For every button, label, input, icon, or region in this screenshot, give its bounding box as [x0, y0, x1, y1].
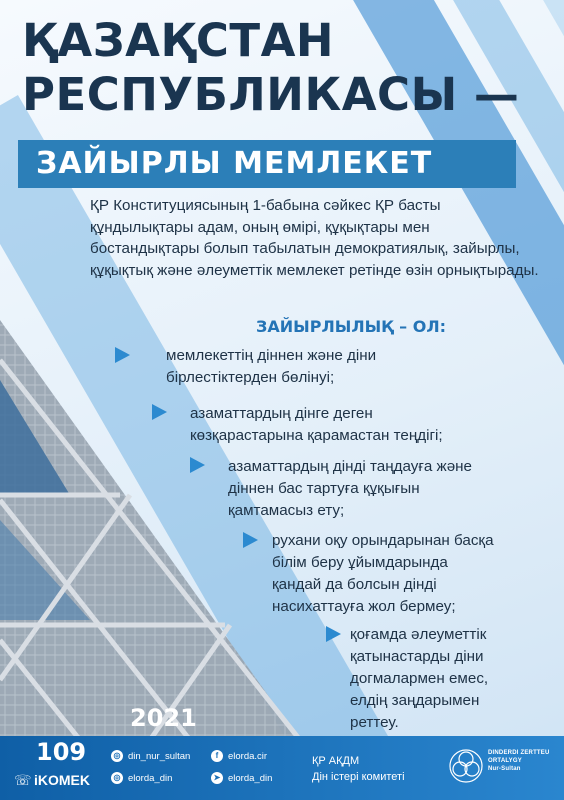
social-link[interactable]: ➤ elorda_din: [211, 772, 272, 784]
bullet-arrow-icon: [190, 457, 205, 473]
center-name: DINDERDI ZERTTEU ORTALYGY Nur-Sultan: [488, 750, 550, 772]
social-link[interactable]: ◎ elorda_din: [111, 772, 172, 784]
instagram-icon: ◎: [111, 750, 123, 762]
instagram-icon: ◎: [111, 772, 123, 784]
headline-line-2: РЕСПУБЛИКАСЫ —: [22, 68, 520, 121]
social-link[interactable]: ◎ din_nur_sultan: [111, 750, 190, 762]
organization-name: ҚР АҚДМ Дін істері комитеті: [312, 755, 405, 783]
bullet-item: азаматтардың дінге деген көзқарастарына қарамастан теңдігі;: [190, 405, 443, 444]
bullet-arrow-icon: [243, 532, 258, 548]
intro-paragraph: ҚР Конституциясының 1-бабына сәйкес ҚР басты құндылықтары адам, оның өмірі, құқықтары мен бостандықтары болып табылатын демократиялық, зайырлы, құқықтық және әлеуметтік мемлекет ретінде өзін орнықтырады.: [90, 197, 539, 279]
footer: [0, 736, 564, 800]
bullet-arrow-icon: [115, 347, 130, 363]
banner-title: ЗАЙЫРЛЫ МЕМЛЕКЕТ: [36, 146, 433, 181]
bullet-item: мемлекеттің діннен және діни бірлестіктерден бөлінуі;: [166, 347, 377, 386]
headline: [22, 14, 519, 122]
year-label: 2021: [130, 704, 197, 732]
hotline-number: 109: [36, 738, 87, 766]
social-link[interactable]: f elorda.cir: [211, 750, 267, 762]
bullet-item: рухани оқу орындарынан басқа білім беру ұйымдарында қандай да болсын дінді насихаттауға жол бермеу;: [272, 532, 494, 615]
ikomek-logo: iKOMEK: [34, 772, 90, 788]
facebook-icon: f: [211, 750, 223, 762]
bullet-item: азаматтардың дінді таңдауға және діннен бас тартуға құқығын қамтамасыз ету;: [228, 458, 472, 519]
telegram-icon: ➤: [211, 772, 223, 784]
bullet-item: қоғамда әлеуметтік қатынастарды діни догмалармен емес, елдің заңдарымен реттеу.: [350, 626, 489, 731]
headline-line-1: ҚАЗАҚСТАН: [22, 14, 335, 67]
secularism-subheading: ЗАЙЫРЛЫЛЫҚ – ОЛ:: [256, 317, 447, 336]
bullet-arrow-icon: [326, 626, 341, 642]
bullet-arrow-icon: [152, 404, 167, 420]
phone-icon: ☏: [14, 772, 32, 788]
center-logo-icon: [448, 748, 484, 784]
